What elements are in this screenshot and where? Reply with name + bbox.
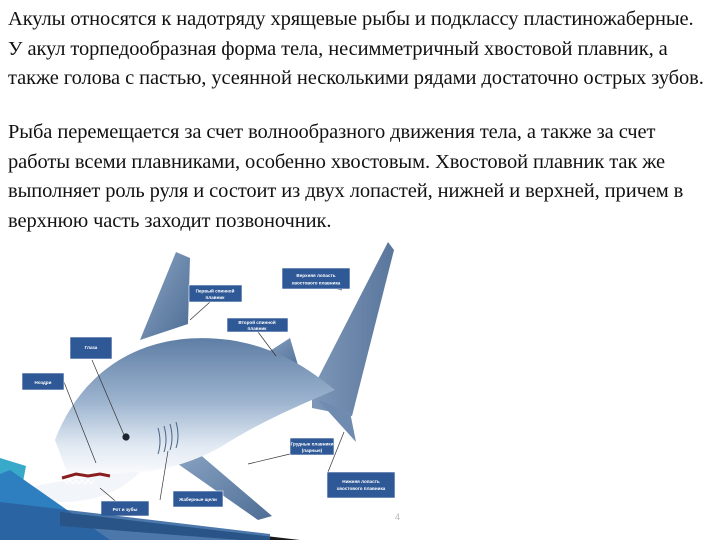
callout-nostrils — [22, 373, 64, 390]
callout-label: Верхняя лопасть — [296, 273, 336, 278]
callout-second-dorsal-fin — [227, 318, 288, 332]
callout-lower-caudal-lobe — [327, 472, 395, 498]
paragraph-shark-movement: Рыба перемещается за счет волнообразного движения тела, а также за счет работы всеми плавниками, особенно хвостовым. Хвостовой плавник так же выполняет роль руля и состоит из двух лопастей, нижней и верхней, причем в верхнюю часть заходит позвоночник. — [8, 121, 684, 232]
first-dorsal-fin — [140, 252, 190, 340]
callout-label: Рот и зубы — [112, 507, 138, 512]
callout-label: Второй спинной — [238, 320, 276, 325]
callout-label: Грудные плавники — [290, 441, 334, 447]
callout-label: хвостового плавника — [291, 280, 341, 286]
callout-label: Ноздри — [34, 380, 52, 385]
callout-upper-caudal-lobe — [282, 268, 350, 289]
callout-label: Нижняя лопасть — [342, 479, 380, 484]
callout-label: (парные) — [301, 448, 323, 453]
callout-label: плавник — [205, 295, 225, 300]
paragraph-shark-classification: Акулы относятся к надотряду хрящевые рыбы и подклассу пластиножаберные. У акул торпедообразная форма тела, несимметричный хвостовой плавник, а также голова с пастью, усеянной несколькими рядами достаточно острых зубов. — [8, 8, 704, 89]
callout-eyes — [70, 337, 112, 359]
callout-label: Первый спинной — [195, 288, 235, 294]
callout-first-dorsal-fin — [189, 285, 242, 302]
corner-blue-stripe — [0, 502, 270, 540]
callout-label: плавник — [247, 326, 267, 331]
callout-label: Жаберные щели — [179, 497, 217, 502]
page-number: 4 — [395, 512, 401, 522]
corner-decoration — [0, 440, 300, 540]
callout-label: хвостового плавника — [336, 486, 386, 491]
callout-label: Глаза — [84, 345, 98, 350]
